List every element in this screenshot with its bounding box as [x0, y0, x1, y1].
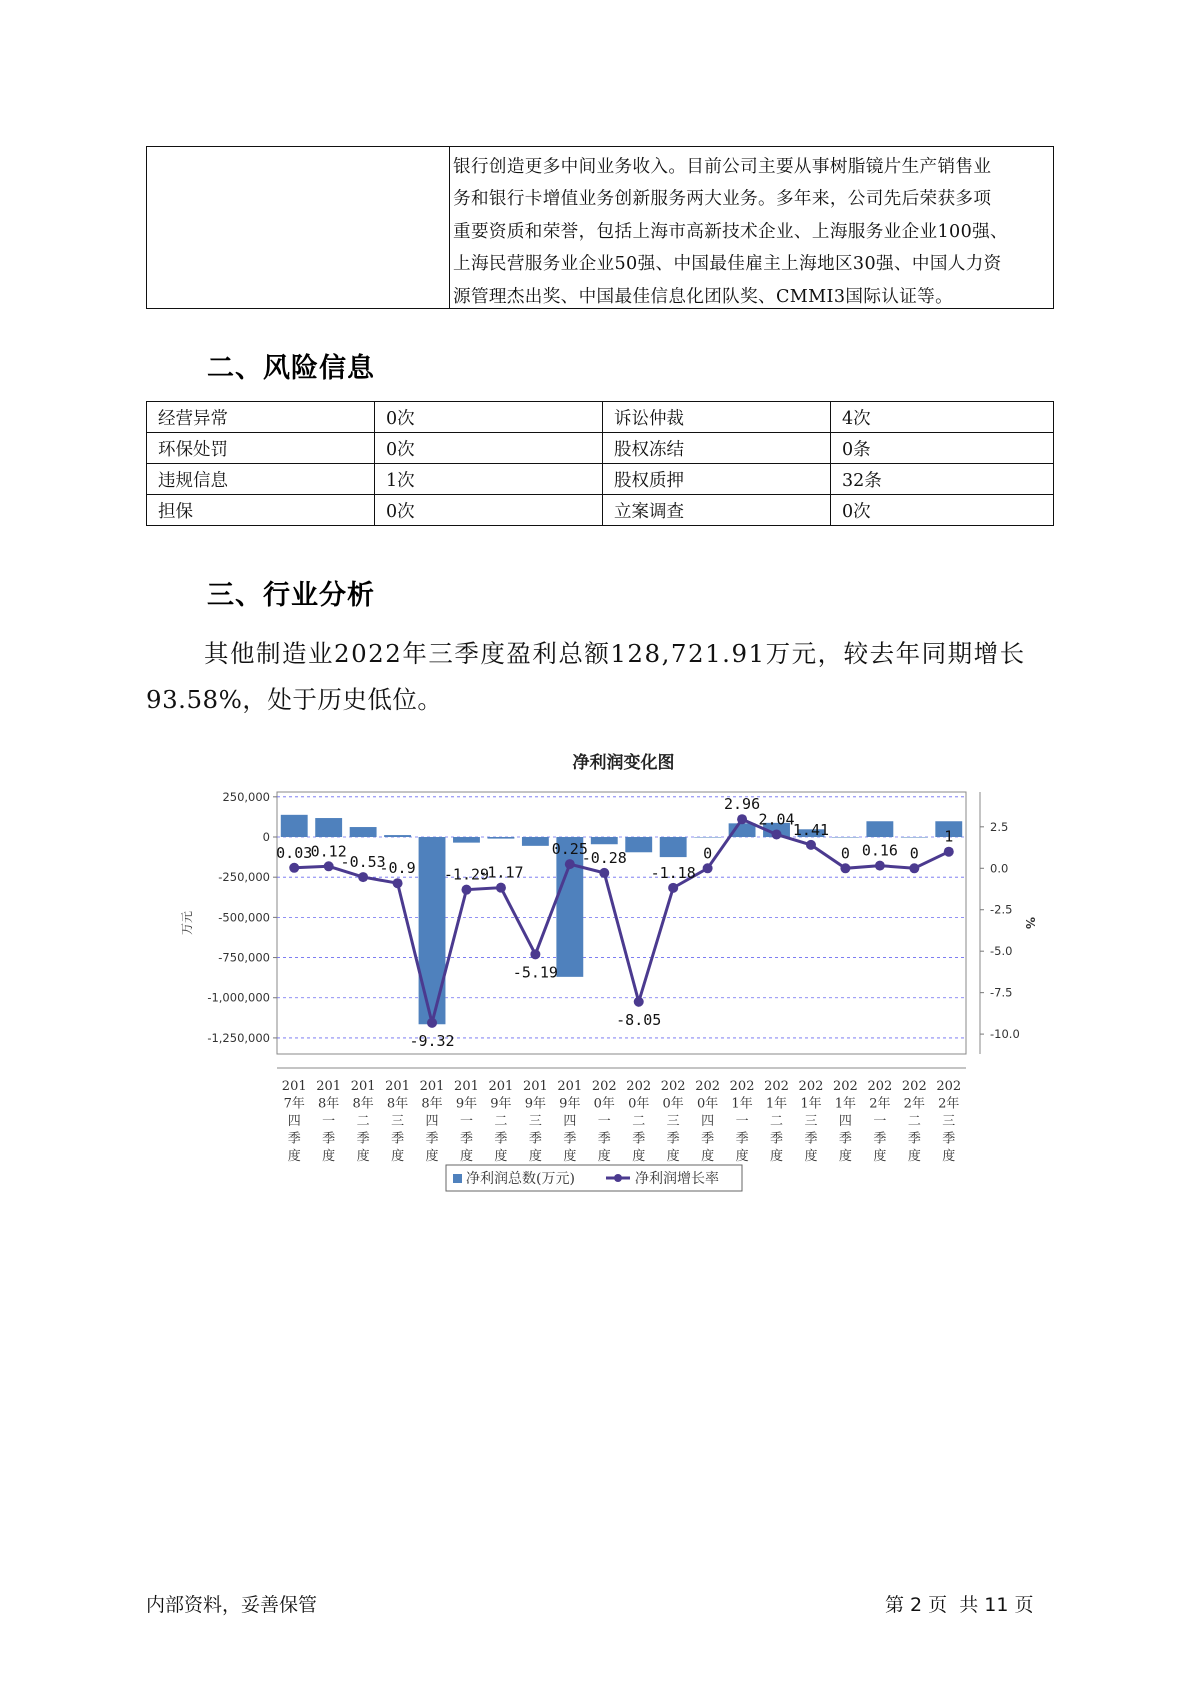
x-tick-label: 四	[287, 1114, 301, 1129]
chart-title: 净利润变化图	[572, 753, 675, 773]
industry-paragraph	[146, 631, 1054, 723]
growth-rate-point	[427, 1018, 437, 1028]
growth-rate-data-label: -9.32	[409, 1031, 455, 1050]
growth-rate-data-label: 0	[909, 844, 919, 863]
growth-rate-data-label: 0	[703, 844, 713, 863]
risk-value: 4次	[831, 402, 1054, 433]
intro-line: 重要资质和荣誉，包括上海市高新技术企业、上海服务业企业100强、	[453, 221, 1009, 242]
x-tick-label: 季	[632, 1131, 646, 1147]
risk-label: 股权质押	[603, 464, 831, 495]
x-tick-label: 8年	[386, 1096, 409, 1112]
x-tick-label: 一	[459, 1114, 473, 1129]
y-left-tick-label: 0	[262, 830, 270, 845]
x-tick-label: 一	[873, 1114, 887, 1129]
x-tick-label: 度	[391, 1149, 405, 1164]
x-tick-label: 季	[666, 1131, 680, 1147]
risk-value: 0次	[831, 495, 1054, 526]
intro-line: 源管理杰出奖、中国最佳信息化团队奖、CMMI3国际认证等。	[453, 286, 954, 307]
x-tick-label: 201	[522, 1079, 548, 1094]
x-tick-label: 201	[350, 1079, 376, 1094]
x-tick-label: 四	[563, 1114, 577, 1129]
x-tick-label: 度	[528, 1149, 542, 1164]
footer-confidential: 内部资料，妥善保管	[146, 1594, 318, 1616]
growth-rate-point	[358, 872, 368, 882]
growth-rate-data-label: -0.53	[340, 853, 386, 872]
x-tick-label: 二	[770, 1114, 784, 1129]
growth-rate-point	[737, 814, 747, 824]
y-right-tick-label: 2.5	[990, 819, 1009, 834]
footer-page-number: 第 2 页 共 11 页	[885, 1594, 1034, 1616]
growth-rate-point	[393, 878, 403, 888]
risk-value: 0条	[831, 433, 1054, 464]
x-tick-label: 202	[867, 1079, 893, 1094]
growth-rate-point	[634, 997, 644, 1007]
x-tick-label: 度	[838, 1149, 852, 1164]
x-tick-label: 度	[735, 1149, 749, 1164]
y-right-tick-label: 0.0	[990, 861, 1009, 876]
risk-label: 诉讼仲裁	[603, 402, 831, 433]
y-right-tick-label: -7.5	[990, 985, 1013, 1000]
risk-label: 担保	[147, 495, 375, 526]
x-tick-label: 度	[873, 1149, 887, 1164]
y-left-tick-label: -1,250,000	[207, 1030, 270, 1045]
x-tick-label: 一	[735, 1114, 749, 1129]
growth-rate-data-label: -0.28	[581, 848, 627, 867]
bar	[281, 815, 308, 837]
risk-info-table	[146, 401, 1054, 526]
y-left-axis-label: 万元	[180, 910, 194, 936]
x-tick-label: 度	[632, 1149, 646, 1164]
growth-rate-data-label: 2.04	[758, 810, 795, 829]
intro-line: 务和银行卡增值业务创新服务两大业务。多年来，公司先后荣获多项	[453, 189, 992, 210]
x-tick-label: 季	[873, 1131, 887, 1147]
x-tick-label: 季	[563, 1131, 577, 1147]
growth-rate-data-label: 0	[840, 844, 850, 863]
bar	[901, 837, 928, 838]
intro-line: 银行创造更多中间业务收入。目前公司主要从事树脂镜片生产销售业	[453, 157, 992, 177]
company-intro-table	[146, 146, 1054, 309]
y-right-tick-label: -2.5	[990, 902, 1013, 917]
x-tick-label: 度	[666, 1149, 680, 1164]
x-tick-label: 四	[838, 1114, 852, 1129]
legend-bar-label: 净利润总数(万元)	[466, 1171, 575, 1187]
risk-value: 0次	[375, 402, 603, 433]
x-tick-label: 202	[591, 1079, 617, 1094]
x-tick-label: 8年	[421, 1096, 443, 1112]
x-tick-label: 9年	[559, 1096, 581, 1112]
legend-bar-swatch	[453, 1174, 462, 1183]
x-tick-label: 度	[459, 1149, 473, 1164]
x-tick-label: 季	[907, 1131, 921, 1147]
growth-rate-point	[840, 863, 850, 873]
x-tick-label: 202	[626, 1079, 652, 1094]
risk-label: 违规信息	[147, 464, 375, 495]
x-tick-label: 2年	[869, 1096, 891, 1112]
x-tick-label: 202	[833, 1079, 858, 1094]
bar	[315, 818, 342, 837]
bar	[419, 837, 446, 1024]
x-tick-label: 四	[701, 1114, 715, 1129]
risk-value: 0次	[375, 495, 603, 526]
bar	[453, 837, 480, 843]
x-tick-label: 三	[666, 1114, 680, 1129]
x-tick-label: 季	[425, 1131, 439, 1147]
x-tick-label: 三	[942, 1114, 956, 1129]
risk-value: 1次	[375, 464, 603, 495]
x-tick-label: 季	[287, 1131, 301, 1147]
growth-rate-point	[668, 883, 678, 893]
intro-line: 上海民营服务业企业50强、中国最佳雇主上海地区30强、中国人力资	[453, 254, 1002, 275]
paragraph-line: 93.58%，处于历史低位。	[146, 685, 443, 714]
y-right-axis-label: %	[1023, 916, 1037, 930]
growth-rate-point	[703, 863, 713, 873]
y-right-tick-label: -5.0	[990, 944, 1013, 959]
legend-line-marker	[614, 1174, 622, 1182]
growth-rate-data-label: 1	[944, 827, 954, 846]
x-tick-label: 1年	[765, 1096, 788, 1112]
bar	[660, 837, 687, 857]
growth-rate-data-label: 0.12	[310, 842, 347, 861]
x-tick-label: 季	[459, 1131, 473, 1147]
growth-rate-point	[565, 859, 575, 869]
x-tick-label: 2年	[938, 1096, 960, 1112]
x-tick-label: 季	[942, 1131, 956, 1147]
growth-rate-point	[772, 829, 782, 839]
risk-label: 环保处罚	[147, 433, 375, 464]
y-right-tick-label: -10.0	[990, 1027, 1020, 1042]
growth-rate-point	[461, 885, 471, 895]
growth-rate-data-label: 1.41	[792, 820, 830, 839]
bar	[832, 837, 859, 838]
x-tick-label: 202	[729, 1079, 755, 1094]
bar	[694, 837, 721, 838]
x-tick-label: 9年	[455, 1096, 478, 1112]
risk-label: 立案调查	[603, 495, 831, 526]
x-tick-label: 201	[488, 1079, 514, 1094]
y-left-tick-label: -750,000	[218, 950, 270, 965]
table-row	[147, 402, 1054, 433]
x-tick-label: 度	[494, 1149, 508, 1164]
x-tick-label: 三	[391, 1114, 405, 1129]
x-tick-label: 2年	[903, 1096, 925, 1112]
growth-rate-point	[599, 868, 609, 878]
y-left-tick-label: -500,000	[218, 910, 270, 925]
x-tick-label: 1年	[834, 1096, 857, 1112]
x-tick-label: 202	[901, 1079, 927, 1094]
x-tick-label: 度	[804, 1149, 818, 1164]
x-tick-label: 度	[425, 1149, 439, 1164]
section-title-industry: 三、行业分析	[207, 580, 375, 611]
x-tick-label: 9年	[524, 1096, 547, 1112]
x-tick-label: 9年	[490, 1096, 512, 1112]
x-tick-label: 201	[454, 1079, 479, 1094]
x-tick-label: 202	[936, 1079, 962, 1094]
risk-value: 32条	[831, 464, 1054, 495]
x-tick-label: 度	[597, 1149, 611, 1164]
x-tick-label: 季	[391, 1131, 405, 1147]
section-title-risk: 二、风险信息	[207, 353, 375, 384]
x-tick-label: 1年	[800, 1096, 822, 1112]
x-tick-label: 8年	[318, 1096, 340, 1112]
bar	[591, 837, 618, 844]
growth-rate-point	[875, 861, 885, 871]
growth-rate-data-label: -5.19	[512, 963, 558, 982]
growth-rate-point	[944, 847, 954, 857]
bar	[350, 827, 377, 837]
growth-rate-point	[806, 840, 816, 850]
x-tick-label: 三	[528, 1114, 542, 1129]
x-tick-label: 二	[494, 1114, 508, 1129]
x-tick-label: 三	[804, 1114, 818, 1129]
intro-text-cell	[450, 147, 1053, 308]
growth-rate-data-label: -1.18	[650, 863, 696, 882]
x-tick-label: 度	[287, 1149, 301, 1164]
bar	[487, 837, 514, 839]
x-tick-label: 季	[735, 1131, 749, 1147]
growth-rate-data-label: -1.17	[478, 863, 524, 882]
x-tick-label: 季	[770, 1131, 784, 1147]
x-tick-label: 季	[701, 1131, 715, 1147]
x-tick-label: 度	[701, 1149, 715, 1164]
x-tick-label: 季	[322, 1131, 336, 1147]
x-tick-label: 201	[557, 1079, 583, 1094]
growth-rate-data-label: -1.29	[443, 865, 490, 884]
x-tick-label: 度	[322, 1149, 336, 1164]
growth-rate-point	[324, 861, 334, 871]
bar	[866, 821, 893, 837]
legend-line-label: 净利润增长率	[635, 1171, 719, 1187]
growth-rate-data-label: 0.25	[551, 840, 588, 859]
x-tick-label: 201	[281, 1079, 307, 1094]
x-tick-label: 二	[356, 1114, 370, 1129]
bar	[384, 835, 411, 837]
table-row	[147, 433, 1054, 464]
x-tick-label: 一	[322, 1114, 336, 1129]
x-tick-label: 季	[494, 1131, 508, 1147]
x-tick-label: 8年	[352, 1096, 374, 1112]
x-tick-label: 0年	[593, 1096, 615, 1112]
table-row	[147, 464, 1054, 495]
x-tick-label: 一	[597, 1114, 611, 1129]
x-tick-label: 季	[356, 1131, 370, 1147]
intro-label-cell	[147, 147, 450, 308]
x-tick-label: 季	[838, 1131, 852, 1147]
x-tick-label: 度	[770, 1149, 784, 1164]
x-tick-label: 0年	[662, 1096, 684, 1112]
risk-label: 经营异常	[147, 402, 375, 433]
x-tick-label: 202	[695, 1079, 721, 1094]
x-tick-label: 0年	[696, 1096, 719, 1112]
x-tick-label: 7年	[283, 1096, 305, 1112]
x-tick-label: 度	[942, 1149, 956, 1164]
risk-value: 0次	[375, 433, 603, 464]
x-tick-label: 季	[804, 1131, 818, 1147]
bar	[625, 837, 652, 852]
x-tick-label: 四	[425, 1114, 439, 1129]
y-left-tick-label: -250,000	[218, 870, 270, 885]
x-tick-label: 1年	[731, 1096, 753, 1112]
growth-rate-data-label: 0.16	[861, 841, 898, 860]
growth-rate-data-label: -0.9	[379, 859, 416, 878]
growth-rate-data-label: 0.03	[276, 843, 313, 862]
growth-rate-data-label: 2.96	[724, 795, 761, 814]
x-tick-label: 度	[563, 1149, 577, 1164]
table-row	[147, 495, 1054, 526]
growth-rate-data-label: -8.05	[616, 1010, 662, 1029]
x-tick-label: 202	[764, 1079, 789, 1094]
x-tick-label: 202	[798, 1079, 824, 1094]
x-tick-label: 季	[528, 1131, 542, 1147]
paragraph-line: 其他制造业2022年三季度盈利总额128,721.91万元，较去年同期增长	[204, 639, 1026, 668]
bar	[522, 837, 549, 846]
growth-rate-point	[496, 883, 506, 893]
growth-rate-point	[530, 949, 540, 959]
growth-rate-point	[289, 863, 299, 873]
growth-rate-point	[909, 863, 919, 873]
x-tick-label: 二	[632, 1114, 646, 1129]
x-tick-label: 度	[907, 1149, 921, 1164]
x-tick-label: 202	[660, 1079, 686, 1094]
x-tick-label: 201	[419, 1079, 445, 1094]
x-tick-label: 201	[316, 1079, 342, 1094]
x-tick-label: 0年	[628, 1096, 650, 1112]
risk-label: 股权冻结	[603, 433, 831, 464]
x-tick-label: 二	[907, 1114, 921, 1129]
net-profit-chart	[146, 740, 1054, 1210]
y-left-tick-label: 250,000	[222, 789, 270, 804]
x-tick-label: 201	[385, 1079, 410, 1094]
x-tick-label: 季	[597, 1131, 611, 1147]
y-left-tick-label: -1,000,000	[207, 990, 270, 1005]
x-tick-label: 度	[356, 1149, 370, 1164]
